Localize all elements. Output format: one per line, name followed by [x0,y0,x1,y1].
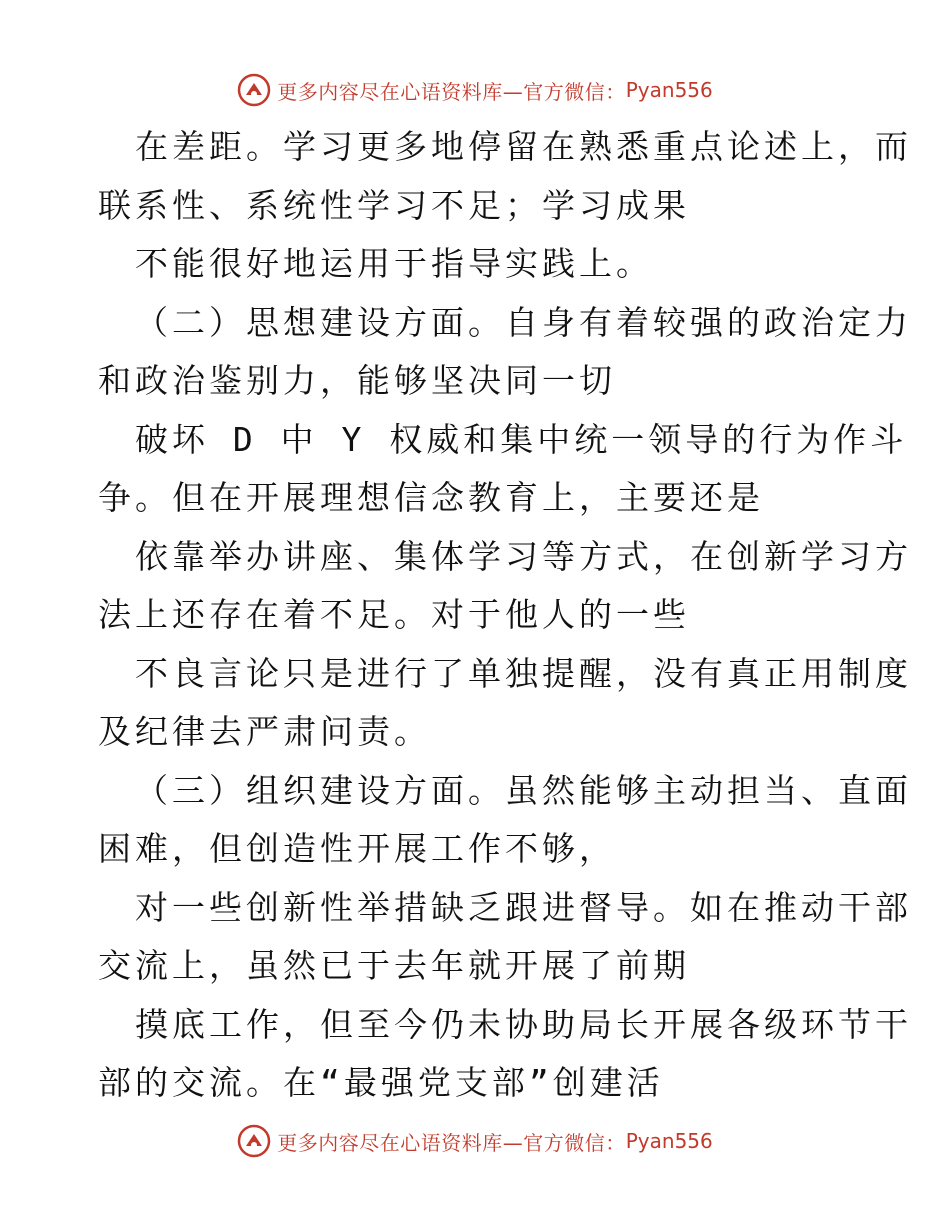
footer-banner[interactable] [0,1121,950,1161]
text-line: 依靠举办讲座、集体学习等方式，在创新学习方 [135,536,912,576]
text-line: 和政治鉴别力，能够坚决同一切 [98,361,616,400]
text-line: 法上还存在着不足。对于他人的一些 [98,595,690,634]
text-line: 争。但在开展理想信念教育上，主要还是 [98,478,764,517]
text-line: （二）思想建设方面。自身有着较强的政治定力 [135,302,912,342]
text-line: 摸底工作，但至今仍未协助局长开展各级环节干 [135,1004,912,1044]
text-line: 不能很好地运用于指导实践上。 [135,244,653,283]
text-line: 联系性、系统性学习不足；学习成果 [98,185,690,225]
text-line: 破坏 D 中 Y 权威和集中统一领导的行为作斗 [135,419,908,459]
text-line: 困难，但创造性开展工作不够， [98,829,616,868]
text-line: 不良言论只是进行了单独提醒，没有真正用制度 [135,653,912,693]
red-book-logo-icon [237,1124,271,1158]
red-book-logo-icon [237,73,271,107]
banner-text: 更多内容尽在心语资料库—官方微信： [277,1130,626,1155]
text-line: 对一些创新性举措缺乏跟进督导。如在推动干部 [135,887,912,927]
text-line: （三）组织建设方面。虽然能够主动担当、直面 [135,770,912,810]
text-line: 及纪律去严肃问责。 [98,712,431,751]
header-banner[interactable] [0,70,950,110]
banner-text: 更多内容尽在心语资料库—官方微信： [277,79,626,104]
text-line: 部的交流。在“最强党支部”创建活 [98,1063,664,1102]
wechat-id: Pyan556 [625,78,713,102]
document-body [98,118,912,1113]
text-line: 在差距。学习更多地停留在熟悉重点论述上，而 [135,127,912,166]
text-line: 交流上，虽然已于去年就开展了前期 [98,946,690,985]
wechat-id: Pyan556 [625,1129,713,1153]
